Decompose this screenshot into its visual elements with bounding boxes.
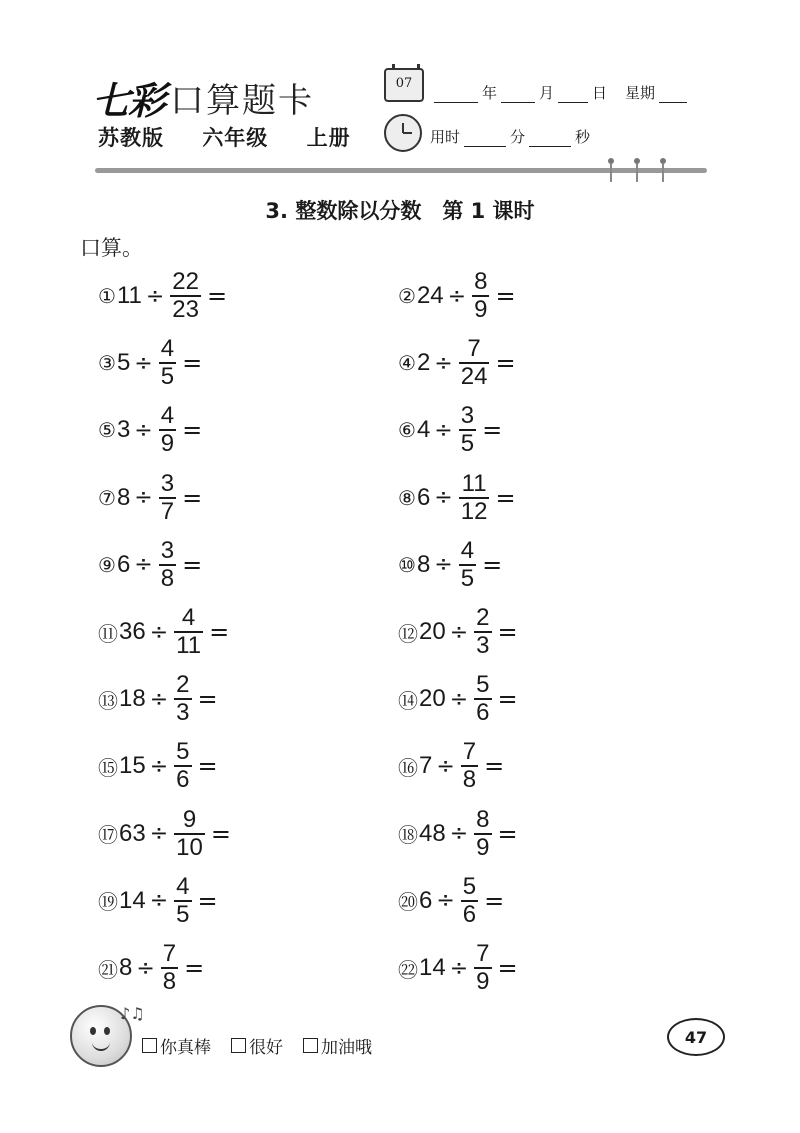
fraction <box>159 538 176 592</box>
problem-index: ④ <box>398 351 416 376</box>
fraction <box>474 672 491 726</box>
numerator: 7 <box>467 335 481 363</box>
problem-index: ⑥ <box>398 418 416 443</box>
problem-index: ⑮ <box>98 755 118 780</box>
page-number: 47 <box>667 1018 725 1056</box>
denominator: 3 <box>476 632 490 659</box>
minute-blank[interactable] <box>464 132 506 147</box>
fraction <box>461 874 478 928</box>
pin-icon <box>660 158 666 182</box>
problem-item <box>98 468 202 528</box>
fraction <box>174 874 191 928</box>
numerator: 22 <box>172 268 199 295</box>
rating-option[interactable] <box>231 1033 283 1058</box>
problem-index: ⑧ <box>398 485 416 510</box>
checkbox-icon[interactable] <box>303 1038 318 1053</box>
problem-index: ⑩ <box>398 552 416 577</box>
problem-index: ㉑ <box>98 957 118 982</box>
dividend: 20 <box>419 618 446 645</box>
dividend: 4 <box>416 416 431 444</box>
divide-sign: ÷ <box>449 821 469 847</box>
fraction <box>459 403 476 457</box>
equals-sign: = <box>184 954 205 982</box>
denominator: 9 <box>476 833 490 861</box>
pin-icon <box>608 158 614 182</box>
fraction <box>459 471 490 525</box>
problem-index: ⑦ <box>98 485 116 510</box>
problem-index: ⑭ <box>398 688 418 713</box>
numerator: 7 <box>162 940 177 967</box>
problem-item <box>398 602 518 662</box>
denominator: 9 <box>160 430 175 458</box>
fraction <box>472 269 489 323</box>
numerator: 4 <box>160 402 175 430</box>
numerator: 4 <box>460 536 475 564</box>
numerator: 4 <box>160 335 175 363</box>
checkbox-icon[interactable] <box>231 1038 246 1053</box>
equals-sign: = <box>482 416 503 445</box>
rating-option[interactable] <box>142 1033 211 1058</box>
fraction <box>174 605 203 659</box>
problem-index: ⑪ <box>98 621 118 646</box>
calendar-day: 07 <box>395 76 413 91</box>
dividend: 8 <box>416 550 431 578</box>
problem-index: ⑲ <box>98 890 118 915</box>
fraction <box>474 941 491 995</box>
time-fill-line <box>430 126 590 147</box>
fraction <box>459 336 490 390</box>
divide-sign: ÷ <box>449 955 469 981</box>
dividend: 6 <box>116 550 131 578</box>
denominator: 9 <box>474 296 488 323</box>
equals-sign: = <box>497 618 518 646</box>
dividend: 8 <box>116 483 131 511</box>
month-label: 月 <box>539 84 555 102</box>
dividend: 5 <box>116 349 131 377</box>
problem-item <box>98 938 204 998</box>
denominator: 6 <box>462 900 477 928</box>
numerator: 4 <box>181 604 196 631</box>
dividend: 63 <box>119 819 146 847</box>
denominator: 8 <box>462 766 477 794</box>
edition-volume: 上册 <box>306 126 351 150</box>
problem-item <box>98 333 202 393</box>
numerator: 3 <box>160 469 175 497</box>
problem-index: ⑬ <box>98 688 118 713</box>
rating-option[interactable] <box>303 1033 372 1058</box>
fraction <box>159 403 176 457</box>
equals-sign: = <box>210 819 231 848</box>
month-blank[interactable] <box>501 88 535 103</box>
dividend: 11 <box>116 282 142 309</box>
fraction <box>459 538 476 592</box>
equals-sign: = <box>197 752 218 781</box>
edition-line <box>98 122 371 152</box>
numerator: 2 <box>476 604 490 631</box>
divide-sign: ÷ <box>434 552 453 578</box>
equals-sign: = <box>209 618 230 646</box>
problem-item <box>398 535 502 595</box>
problem-item <box>398 333 516 393</box>
problem-item <box>98 400 202 460</box>
equals-sign: = <box>182 483 203 512</box>
dividend: 6 <box>419 886 433 914</box>
problem-index: ⑨ <box>98 552 116 577</box>
divide-sign: ÷ <box>134 485 153 511</box>
denominator: 5 <box>460 564 475 592</box>
problem-index: ⑱ <box>398 823 418 848</box>
numerator: 11 <box>461 469 487 497</box>
brand-title: 口算题卡 <box>170 81 315 121</box>
problem-item <box>398 669 518 729</box>
divide-sign: ÷ <box>447 283 467 309</box>
dividend: 2 <box>416 349 431 377</box>
problem-index: ⑤ <box>98 418 116 443</box>
denominator: 5 <box>460 430 475 458</box>
fraction <box>159 336 176 390</box>
problem-item <box>98 804 231 864</box>
edition-grade: 六年级 <box>202 126 269 150</box>
minute-label: 分 <box>510 128 526 146</box>
divide-sign: ÷ <box>434 417 453 443</box>
calendar-icon <box>384 68 424 102</box>
dividend: 15 <box>119 752 146 780</box>
time-used-label: 用时 <box>430 128 461 146</box>
problem-index: ⑯ <box>398 755 418 780</box>
divide-sign: ÷ <box>449 619 469 645</box>
day-blank[interactable] <box>558 88 588 103</box>
self-rating <box>142 1033 392 1058</box>
equals-sign: = <box>182 349 203 378</box>
dividend: 7 <box>419 752 433 780</box>
dividend: 6 <box>416 483 431 511</box>
rating-label: 很好 <box>249 1038 283 1058</box>
dividend: 8 <box>119 954 133 981</box>
dividend: 18 <box>119 685 146 713</box>
equals-sign: = <box>207 282 228 310</box>
equals-sign: = <box>497 819 518 848</box>
numerator: 5 <box>176 738 190 766</box>
denominator: 12 <box>460 497 488 525</box>
divide-sign: ÷ <box>449 686 469 712</box>
divide-sign: ÷ <box>149 821 169 847</box>
denominator: 5 <box>160 363 175 391</box>
year-blank[interactable] <box>434 88 478 103</box>
problem-item <box>98 266 227 326</box>
fraction <box>159 471 176 525</box>
problem-item <box>398 266 516 326</box>
equals-sign: = <box>197 685 218 714</box>
divide-sign: ÷ <box>134 350 153 376</box>
problem-item <box>398 938 518 998</box>
fraction <box>161 941 178 995</box>
denominator: 5 <box>176 900 190 928</box>
problem-item <box>398 871 504 931</box>
problem-item <box>398 804 518 864</box>
equals-sign: = <box>182 416 203 445</box>
denominator: 8 <box>162 968 177 995</box>
divide-sign: ÷ <box>436 888 455 914</box>
divide-sign: ÷ <box>149 686 169 712</box>
dividend: 36 <box>119 618 146 645</box>
problem-index: ② <box>398 284 416 308</box>
divide-sign: ÷ <box>149 753 169 779</box>
equals-sign: = <box>197 886 218 915</box>
problem-item <box>98 602 229 662</box>
denominator: 6 <box>476 699 490 727</box>
equals-sign: = <box>495 349 516 378</box>
weekday-blank[interactable] <box>659 88 687 103</box>
denominator: 23 <box>172 296 199 323</box>
problem-item <box>98 871 218 931</box>
divide-sign: ÷ <box>434 485 453 511</box>
checkbox-icon[interactable] <box>142 1038 157 1053</box>
divide-sign: ÷ <box>149 888 169 914</box>
problem-item <box>398 400 502 460</box>
brand <box>92 70 314 125</box>
second-label: 秒 <box>575 128 591 146</box>
fraction <box>174 739 191 793</box>
dividend: 3 <box>116 416 131 444</box>
date-fill-line <box>430 82 691 103</box>
fraction <box>474 807 491 861</box>
fraction <box>174 672 191 726</box>
day-label: 日 <box>592 84 608 102</box>
equals-sign: = <box>182 550 203 579</box>
fraction <box>461 739 478 793</box>
rating-label: 加油哦 <box>321 1038 372 1058</box>
denominator: 9 <box>476 968 490 995</box>
problem-index: ③ <box>98 351 116 376</box>
problem-item <box>98 669 218 729</box>
pin-icon <box>634 158 640 182</box>
divide-sign: ÷ <box>149 619 169 645</box>
brand-logo: 七彩 <box>92 78 165 123</box>
dividend: 14 <box>119 886 146 914</box>
year-label: 年 <box>482 84 498 102</box>
dividend: 24 <box>416 282 444 309</box>
problem-item <box>98 535 202 595</box>
problem-index: ㉒ <box>398 957 418 982</box>
equals-sign: = <box>495 483 516 512</box>
numerator: 8 <box>476 805 490 833</box>
problem-item <box>398 468 516 528</box>
equals-sign: = <box>482 550 503 579</box>
numerator: 3 <box>160 536 175 564</box>
dividend: 14 <box>419 954 446 981</box>
dividend: 20 <box>419 685 446 713</box>
header-divider <box>95 168 707 173</box>
divide-sign: ÷ <box>434 350 453 376</box>
divide-sign: ÷ <box>134 417 153 443</box>
clock-icon <box>384 114 422 152</box>
numerator: 7 <box>462 738 477 766</box>
dividend: 48 <box>419 819 446 847</box>
rating-label: 你真棒 <box>160 1038 211 1058</box>
second-blank[interactable] <box>529 132 571 147</box>
numerator: 9 <box>182 805 197 833</box>
divide-sign: ÷ <box>436 753 455 779</box>
equals-sign: = <box>495 282 516 310</box>
equals-sign: = <box>497 954 518 982</box>
denominator: 6 <box>176 766 190 794</box>
numerator: 5 <box>462 872 477 900</box>
denominator: 24 <box>460 363 488 391</box>
denominator: 3 <box>176 699 190 727</box>
numerator: 7 <box>476 940 490 967</box>
numerator: 8 <box>474 268 488 295</box>
problem-index: ⑳ <box>398 890 418 915</box>
music-note-icon: ♪♫ <box>120 1004 145 1023</box>
equals-sign: = <box>497 685 518 714</box>
numerator: 5 <box>476 671 490 699</box>
instruction: 口算。 <box>80 236 143 260</box>
numerator: 3 <box>460 402 475 430</box>
edition-publisher: 苏教版 <box>98 126 164 150</box>
numerator: 4 <box>176 872 190 900</box>
divide-sign: ÷ <box>145 283 165 309</box>
problem-index: ① <box>98 284 116 308</box>
denominator: 11 <box>176 632 202 659</box>
denominator: 8 <box>160 564 175 592</box>
numerator: 2 <box>176 671 190 699</box>
denominator: 7 <box>160 497 175 525</box>
equals-sign: = <box>484 752 505 781</box>
fraction <box>174 807 205 861</box>
fraction <box>170 269 201 323</box>
problem-item <box>398 736 504 796</box>
equals-sign: = <box>484 886 505 915</box>
problem-item <box>98 736 218 796</box>
fraction <box>474 605 491 659</box>
section-title: 3. 整数除以分数 第 1 课时 <box>265 199 535 223</box>
divide-sign: ÷ <box>136 955 155 981</box>
problem-index: ⑰ <box>98 823 118 848</box>
weekday-label: 星期 <box>625 84 656 102</box>
denominator: 10 <box>176 833 203 861</box>
problem-index: ⑫ <box>398 621 418 646</box>
divide-sign: ÷ <box>134 552 153 578</box>
